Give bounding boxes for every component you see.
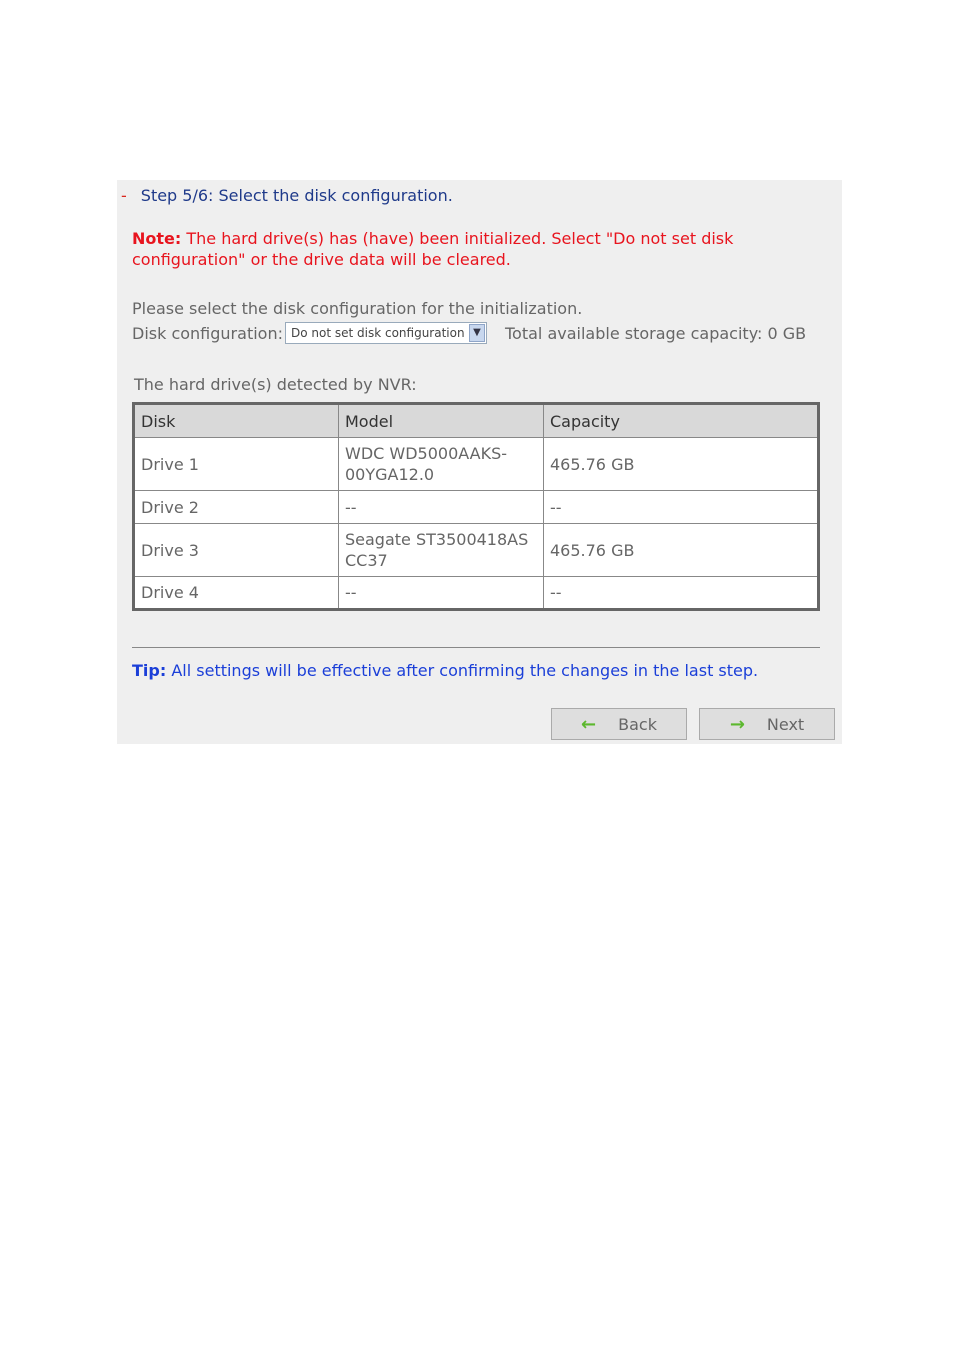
arrow-right-icon: →: [729, 713, 745, 735]
config-prompt: Please select the disk configuration for the initialization.: [132, 299, 583, 318]
tip-message: [132, 661, 758, 680]
header-model: Model: [339, 404, 544, 438]
cell-capacity: --: [544, 577, 819, 610]
detected-label: The hard drive(s) detected by NVR:: [134, 375, 417, 394]
table-header: [134, 404, 819, 438]
back-button[interactable]: [551, 708, 687, 740]
disk-config-select[interactable]: [285, 322, 487, 344]
cell-disk: Drive 2: [134, 491, 339, 524]
model-line: CC37: [345, 551, 388, 570]
next-label: Next: [766, 714, 805, 734]
step-text: Step 5/6: Select the disk configuration.: [140, 186, 453, 205]
disk-config-selected: Do not set disk configuration: [290, 326, 465, 340]
table-row: [134, 577, 819, 610]
table-row: [134, 491, 819, 524]
cell-model: [339, 438, 544, 491]
cell-model: [339, 524, 544, 577]
cell-model: [339, 577, 544, 610]
model-line: --: [345, 497, 357, 517]
cell-disk: Drive 4: [134, 577, 339, 610]
model-line: WDC WD5000AAKS-: [345, 444, 508, 463]
tip-label: Tip:: [132, 661, 167, 680]
disk-config-row: [132, 322, 806, 344]
table-row: [134, 438, 819, 491]
disk-config-label: Disk configuration:: [132, 323, 283, 343]
note-label: Note:: [132, 229, 182, 248]
next-button[interactable]: [699, 708, 835, 740]
table-row: [134, 524, 819, 577]
collapse-toggle[interactable]: -: [121, 186, 127, 205]
drive-table: [132, 402, 820, 611]
model-line: Seagate ST3500418AS: [345, 530, 529, 549]
header-disk: Disk: [134, 404, 339, 438]
divider: [132, 647, 820, 648]
header-capacity: Capacity: [544, 404, 819, 438]
note-text: The hard drive(s) has (have) been initialized. Select "Do not set disk configuration" or the drive data will be cleared.: [132, 229, 734, 269]
back-label: Back: [618, 714, 657, 734]
step-title: [121, 186, 453, 205]
cell-capacity: 465.76 GB: [544, 438, 819, 491]
cell-disk: Drive 3: [134, 524, 339, 577]
model-line: --: [345, 583, 357, 602]
total-capacity: Total available storage capacity: 0 GB: [504, 323, 807, 343]
chevron-down-icon[interactable]: ▼: [469, 324, 485, 342]
cell-disk: Drive 1: [134, 438, 339, 491]
model-line: 00YGA12.0: [345, 465, 435, 484]
cell-capacity: 465.76 GB: [544, 524, 819, 577]
tip-text: All settings will be effective after confirming the changes in the last step.: [166, 661, 759, 680]
wizard-panel: [117, 180, 842, 744]
note-message: [132, 228, 832, 270]
arrow-left-icon: ←: [581, 713, 597, 735]
cell-capacity: --: [544, 491, 819, 524]
cell-model: [339, 491, 544, 524]
